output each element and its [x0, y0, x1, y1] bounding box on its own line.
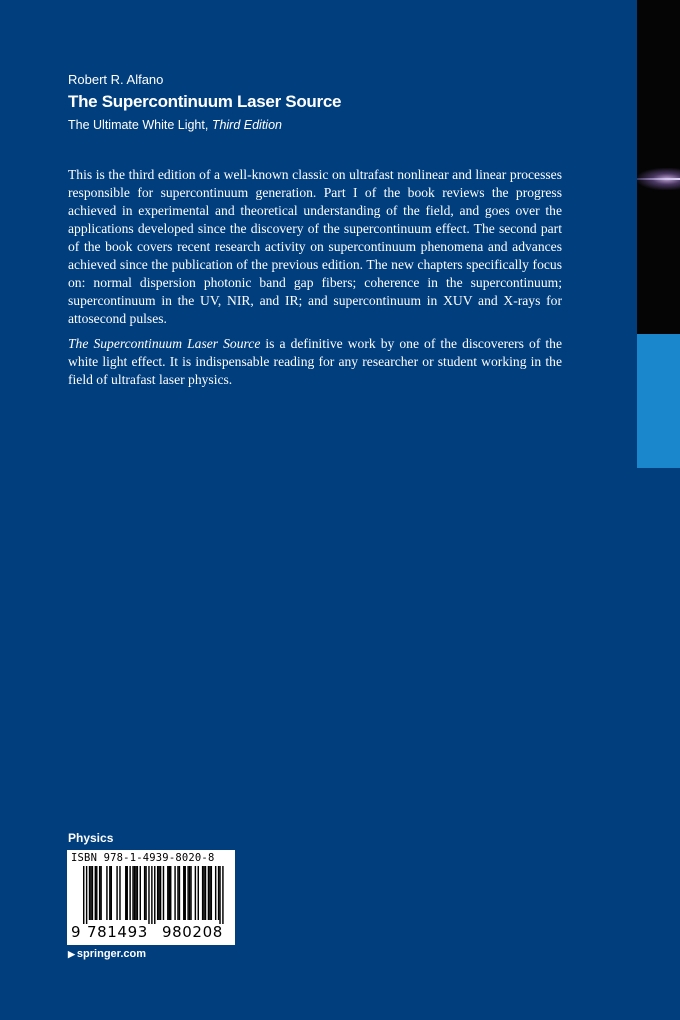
barcode-bars: [67, 866, 235, 924]
barcode-bar: [83, 866, 84, 924]
barcode-bar: [140, 866, 141, 920]
barcode-bar: [116, 866, 117, 920]
book-subtitle: [68, 118, 341, 132]
barcode-bar: [208, 866, 209, 920]
blurb-paragraph-1: This is the third edition of a well-known classic on ultrafast nonlinear and linear processes responsible for supercontinuum generation. Part I of the book reviews the progress achieved in experimental and theoretical understanding of the field, and goes over the applications developed since the discovery of the supercontinuum effect. The second part of the book covers recent research activity on supercontinuum phenomena and advances achieved since the publication of the previous edition. The new chapters specifically focus on: normal dispersion photonic band gap fibers; coherence in the supercontinuum; supercontinuum in the UV, NIR, and IR; and supercontinuum in XUV and X-rays for attosecond pulses.: [68, 167, 562, 326]
barcode-bar: [96, 866, 97, 920]
barcode-bar: [167, 866, 168, 920]
author-name: Robert R. Alfano: [68, 72, 164, 87]
barcode-bar: [174, 866, 175, 920]
back-cover-blurb: [68, 166, 562, 396]
barcode-bar: [134, 866, 135, 920]
blurb-paragraph-2: [68, 335, 562, 389]
barcode-bar: [160, 866, 161, 920]
barcode-bar: [179, 866, 180, 920]
barcode-bar: [203, 866, 204, 920]
publisher-url-text: springer.com: [76, 948, 146, 960]
spine-photo-strip: [637, 0, 680, 334]
barcode-bar: [154, 866, 155, 924]
book-header: [68, 72, 341, 132]
barcode-bar: [163, 866, 164, 920]
barcode-bar: [92, 866, 93, 920]
publisher-link[interactable]: [68, 948, 146, 960]
barcode-bar: [100, 866, 101, 920]
barcode-bar: [187, 866, 188, 920]
barcode-bar: [222, 866, 223, 924]
barcode-bar: [127, 866, 128, 920]
isbn-barcode: [67, 850, 235, 945]
blurb-title-reference: The Supercontinuum Laser Source: [68, 336, 261, 351]
barcode-bar: [148, 866, 149, 924]
barcode-bar: [111, 866, 112, 920]
barcode-bar: [145, 866, 146, 920]
barcode-bar: [205, 866, 206, 920]
barcode-bar: [195, 866, 196, 920]
subject-category: Physics: [68, 831, 114, 845]
barcode-bar: [170, 866, 171, 920]
barcode-bar: [125, 866, 126, 920]
barcode-digit-first: 9: [71, 923, 81, 941]
barcode-bar: [144, 866, 145, 920]
barcode-bar: [183, 866, 184, 920]
barcode-bar: [129, 866, 130, 920]
barcode-bar: [89, 866, 90, 920]
edition-label: Third Edition: [211, 118, 282, 132]
barcode-bar: [132, 866, 133, 920]
blurb-paragraph-2-text: is a definitive work by one of the discoverers of the white light effect. It is indispensable reading for any researcher or student working in the field of ultrafast laser physics.: [68, 336, 563, 387]
barcode-bar: [135, 866, 136, 920]
barcode-bar: [211, 866, 212, 920]
barcode-bar: [158, 866, 159, 920]
arrow-right-icon: ▶: [68, 949, 75, 959]
barcode-bar: [215, 866, 216, 920]
book-title: The Supercontinuum Laser Source: [68, 92, 342, 111]
barcode-bar: [157, 866, 158, 920]
barcode-bar: [119, 866, 120, 920]
spine-blue-band: [637, 334, 680, 468]
barcode-digits-right: 980208: [162, 923, 223, 941]
spine-light-line: [637, 178, 680, 180]
barcode-bar: [99, 866, 100, 920]
barcode-bar: [189, 866, 190, 920]
barcode-bar: [106, 866, 107, 920]
barcode-bar: [177, 866, 178, 920]
barcode-bar: [137, 866, 138, 920]
barcode-bar: [109, 866, 110, 920]
barcode-bar: [185, 866, 186, 920]
isbn-label: ISBN 978-1-4939-8020-8: [71, 852, 215, 864]
barcode-bar: [209, 866, 210, 920]
barcode-bar: [86, 866, 87, 924]
barcode-bar: [151, 866, 152, 924]
barcode-digits-left: 781493: [87, 923, 148, 941]
barcode-bar: [219, 866, 220, 924]
barcode-bar: [90, 866, 91, 920]
barcode-bar: [190, 866, 191, 920]
barcode-bar: [198, 866, 199, 920]
subtitle-text: The Ultimate White Light,: [68, 118, 212, 132]
barcode-bar: [218, 866, 219, 920]
barcode-bar: [95, 866, 96, 920]
barcode-bar: [202, 866, 203, 920]
barcode-bar: [169, 866, 170, 920]
